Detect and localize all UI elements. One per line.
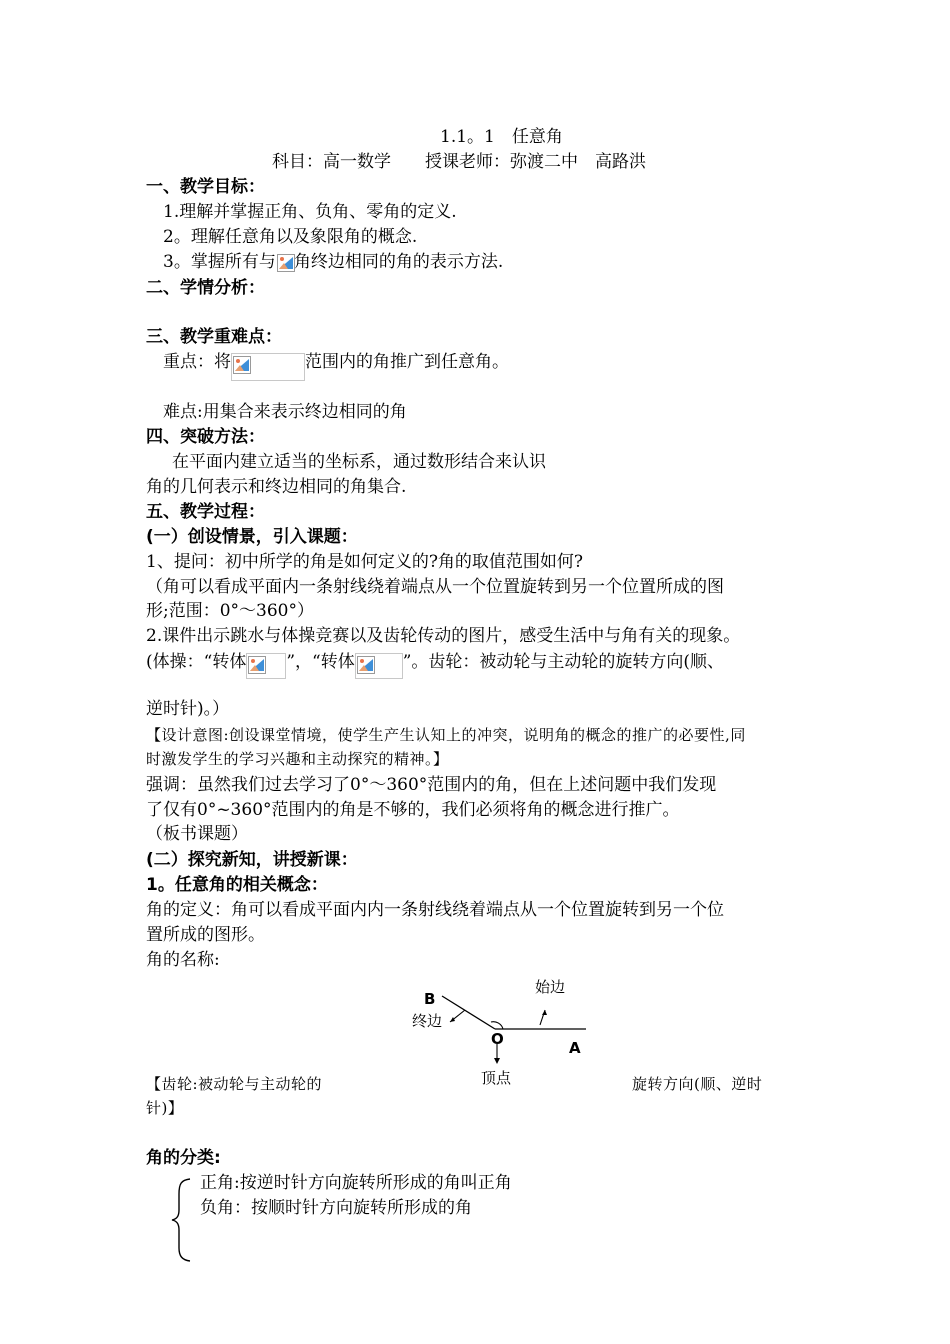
- label-initial-side: 始边: [535, 978, 566, 996]
- goal-item-1: 1.理解并掌握正角、负角、零角的定义.: [163, 202, 457, 222]
- angle-definition-line-2: 置所成的图形。: [146, 925, 265, 945]
- design-intent-line-2: 时激发学生的学习兴趣和主动探究的精神。】: [146, 750, 449, 768]
- negative-angle-definition: 负角：按顺时针方向旋转所形成的角: [200, 1198, 472, 1218]
- terminal-side-ray: [442, 996, 495, 1029]
- section-heading-process: 五、教学过程：: [146, 502, 265, 522]
- design-intent-line-1: 【设计意图:创设课堂情境，使学生产生认知上的冲突，说明角的概念的推广的必要性,同: [146, 726, 746, 744]
- broken-image-icon: [246, 653, 286, 679]
- gear-note-left: 【齿轮:被动轮与主动轮的: [146, 1075, 323, 1093]
- part1-heading: (一）创设情景，引入课题：: [146, 527, 358, 547]
- label-b: B: [424, 990, 436, 1008]
- label-vertex: 顶点: [481, 1069, 512, 1087]
- brace-icon: [168, 1176, 196, 1264]
- broken-image-icon: [231, 353, 305, 381]
- goal-item-2: 2。理解任意角以及象限角的概念.: [163, 227, 418, 247]
- question-1: 1、提问：初中所学的角是如何定义的?角的取值范围如何?: [146, 552, 584, 572]
- answer-1-line-1: （角可以看成平面内一条射线绕着端点从一个位置旋转到另一个位置所成的图: [146, 577, 724, 597]
- page-subtitle: 科目：高一数学 授课老师：弥渡二中 高路洪: [272, 152, 646, 172]
- positive-angle-definition: 正角:按逆时针方向旋转所形成的角叫正角: [200, 1173, 512, 1193]
- label-terminal-side: 终边: [412, 1012, 443, 1030]
- broken-image-icon: [355, 653, 403, 679]
- section-heading-goals: 一、教学目标：: [146, 177, 265, 197]
- key-point: 重点：将 范围内的角推广到任意角。: [163, 351, 509, 381]
- subsection-concepts: 1。任意角的相关概念：: [146, 875, 328, 895]
- method-line-1: 在平面内建立适当的坐标系，通过数形结合来认识: [172, 452, 546, 472]
- stress-line-2: 了仅有0°~360°范围内的角是不够的，我们必须将角的概念进行推广。: [146, 800, 680, 820]
- difficulty-point: 难点:用集合来表示终边相同的角: [163, 402, 407, 422]
- board-title-note: （板书课题）: [146, 824, 248, 844]
- label-o: O: [491, 1030, 504, 1048]
- angle-names-label: 角的名称:: [146, 950, 220, 970]
- label-a: A: [569, 1039, 581, 1057]
- part2-heading: (二）探究新知，讲授新课：: [146, 850, 358, 870]
- goal-item-3: 3。掌握所有与 角终边相同的角的表示方法.: [163, 252, 504, 272]
- angle-classification-label: 角的分类:: [146, 1148, 221, 1168]
- section-heading-analysis: 二、学情分析：: [146, 278, 265, 298]
- gear-note-right: 旋转方向(顺、逆时: [632, 1075, 763, 1093]
- stress-line-1: 强调：虽然我们过去学习了0°～360°范围内的角，但在上述问题中我们发现: [146, 775, 717, 795]
- gear-note-end: 针)】: [146, 1099, 184, 1117]
- method-line-2: 角的几何表示和终边相同的角集合.: [146, 477, 407, 497]
- answer-1-line-2: 形;范围：0°～360°）: [146, 601, 314, 621]
- section-heading-methods: 四、突破方法：: [146, 427, 265, 447]
- broken-image-icon: [276, 252, 294, 270]
- question-2: 2.课件出示跳水与体操竞赛以及齿轮传动的图片，感受生活中与角有关的现象。: [146, 626, 741, 646]
- angle-definition-line-1: 角的定义：角可以看成平面内内一条射线绕着端点从一个位置旋转到另一个位: [146, 900, 724, 920]
- question-2-continued: (体操：“转体 ”，“转体 ”。齿轮：被动轮与主动轮的旋转方向(顺、: [146, 651, 724, 679]
- page-title: 1.1。1 任意角: [440, 127, 563, 147]
- section-heading-keypoints: 三、教学重难点：: [146, 327, 282, 347]
- question-2-end: 逆时针)。）: [146, 699, 230, 719]
